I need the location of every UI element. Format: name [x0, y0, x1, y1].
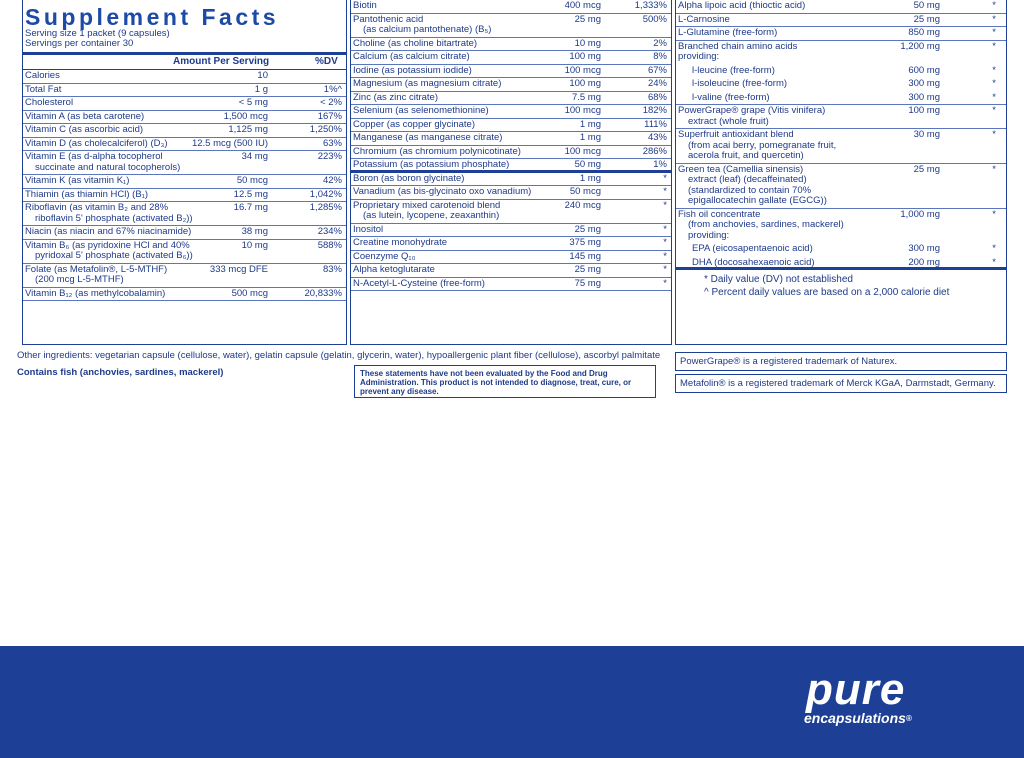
nutrient-row [676, 14, 1006, 28]
nutrient-dv: < 2% [320, 97, 342, 108]
nutrient-name-line: Calories [25, 70, 60, 81]
nutrient-name [25, 289, 165, 300]
nutrient-name-line: Vitamin K (as vitamin K₁) [25, 175, 130, 186]
nutrient-name [25, 112, 144, 123]
nutrient-dv: * [992, 78, 996, 89]
nutrient-name-line: Copper (as copper glycinate) [353, 118, 475, 130]
nutrient-name-line: L-Glutamine (free-form) [678, 27, 778, 38]
nutrient-name-line: Vitamin A (as beta carotene) [25, 110, 145, 122]
nutrient-name-line: extract (whole fruit) [688, 115, 769, 127]
nutrient-name [678, 165, 827, 207]
nutrient-row [23, 151, 346, 175]
nutrient-name-line: Inositol [353, 223, 384, 235]
nutrient-name-line: Alpha ketoglutarate [353, 264, 435, 275]
nutrient-amount: 50 mg [913, 0, 940, 11]
brand-logo: pure [806, 665, 906, 714]
facts-panel-2 [350, 0, 672, 345]
nutrient-row [351, 14, 671, 38]
nutrient-name [353, 120, 475, 131]
nutrient-amount: 25 mg [574, 223, 601, 235]
nutrient-name-line: (200 mcg L-5-MTHF) [35, 274, 124, 285]
nutrient-name [678, 15, 730, 26]
nutrient-amount: 10 [257, 70, 268, 81]
nutrient-dv: 83% [322, 263, 342, 275]
nutrient-dv: * [663, 186, 667, 197]
nutrient-name [353, 52, 470, 63]
nutrient-name-line: Vitamin B₁₂ (as methylcobalamin) [25, 287, 166, 299]
nutrient-amount: 1,200 mg [900, 40, 940, 52]
nutrient-name-line: Superfruit antioxidant blend [678, 129, 794, 140]
nutrient-amount: 200 mg [908, 256, 940, 268]
facts-panel-1 [22, 0, 347, 345]
nutrient-row [676, 257, 1006, 271]
nutrient-dv: 182% [642, 105, 667, 116]
nutrient-name [353, 252, 416, 263]
nutrient-name-line: Alpha lipoic acid (thioctic acid) [678, 0, 806, 11]
nutrient-amount: 850 mg [908, 27, 940, 38]
nutrient-name-line: N-Acetyl-L-Cysteine (free-form) [353, 277, 485, 289]
nutrient-name [25, 125, 143, 136]
nutrient-amount: 100 mcg [564, 64, 601, 76]
nutrient-row [676, 92, 1006, 106]
nutrient-dv: 1%^ [323, 83, 342, 95]
nutrient-row [351, 51, 671, 65]
nutrient-name-line: Selenium (as selenomethionine) [353, 105, 489, 116]
nutrient-name-line: l-isoleucine (free-form) [692, 78, 788, 89]
nutrient-amount: 7.5 mg [571, 91, 601, 103]
nutrient-dv: * [992, 129, 996, 140]
nutrient-amount: 100 mg [569, 51, 601, 62]
nutrient-name [353, 201, 500, 222]
nutrient-name-line: Creatine monohydrate [353, 237, 447, 248]
nutrient-dv: 286% [642, 145, 667, 157]
nutrient-name [25, 203, 193, 224]
nutrient-name [353, 66, 472, 77]
nutrient-dv: 1,285% [309, 202, 342, 213]
nutrient-amount: 30 mg [913, 129, 940, 140]
nutrient-name-line: Biotin [353, 0, 377, 11]
nutrient-row [23, 97, 346, 111]
nutrient-name-line: l-leucine (free-form) [692, 64, 775, 76]
nutrient-name-line: Niacin (as niacin and 67% niacinamide) [25, 226, 192, 237]
nutrient-amount: 1 g [254, 83, 268, 95]
nutrient-row [676, 129, 1006, 164]
nutrient-name-line: Vitamin E (as d-alpha tocopherol [25, 151, 163, 162]
nutrient-row [351, 105, 671, 119]
nutrient-name-line: acerola fruit, and quercetin) [688, 150, 804, 161]
nutrient-name [692, 258, 815, 269]
nutrient-amount: 50 mcg [236, 175, 268, 186]
nutrient-amount: 375 mg [569, 237, 601, 248]
nutrient-name [353, 79, 501, 90]
nutrient-name-line: Branched chain amino acids [678, 40, 798, 52]
nutrient-amount: 25 mg [913, 163, 940, 175]
serving-size: Serving size 1 packet (9 capsules) [25, 28, 170, 39]
nutrient-row [676, 209, 1006, 244]
nutrient-name-line: Coenzyme Q₁₀ [353, 250, 416, 262]
nutrient-amount: 10 mg [574, 37, 601, 49]
nutrient-dv: 111% [644, 118, 667, 130]
nutrient-row [351, 0, 671, 14]
nutrient-name [353, 225, 383, 236]
nutrient-row [351, 278, 671, 292]
nutrient-name [353, 174, 464, 185]
nutrient-amount: 300 mg [908, 91, 940, 103]
nutrient-row [351, 159, 671, 173]
nutrient-dv: 1,250% [309, 124, 342, 135]
nutrient-dv: 1% [653, 159, 667, 170]
nutrient-row [23, 288, 346, 302]
nutrient-amount: 1 mg [579, 132, 601, 143]
nutrient-dv: * [992, 208, 996, 220]
nutrient-amount: 1,125 mg [228, 124, 268, 135]
allergen-statement: Contains fish (anchovies, sardines, mackerel) [17, 367, 224, 378]
nutrient-dv: * [992, 40, 996, 52]
nutrient-amount: 50 mcg [569, 186, 601, 197]
nutrient-name [353, 15, 491, 36]
nutrient-name-line: L-Carnosine [678, 13, 730, 25]
nutrient-row [676, 105, 1006, 129]
footnote-dv: * Daily value (DV) not established [704, 274, 853, 285]
nutrient-row [23, 240, 346, 264]
nutrient-amount: 100 mcg [564, 145, 601, 157]
nutrient-row [351, 264, 671, 278]
nutrient-dv: 8% [653, 51, 667, 62]
nutrient-name [678, 210, 844, 242]
nutrient-name-line: Folate (as Metafolin®, L-5-MTHF) [25, 263, 168, 275]
nutrient-row [23, 70, 346, 84]
nutrient-dv: * [992, 64, 996, 76]
brand-tagline [804, 711, 912, 726]
nutrient-dv: * [992, 243, 996, 254]
nutrient-dv: 167% [317, 110, 342, 122]
nutrient-dv: * [663, 250, 667, 262]
nutrient-name-line: Vanadium (as bis-glycinato oxo vanadium) [353, 186, 532, 197]
nutrient-name [678, 130, 836, 162]
nutrient-dv: * [992, 256, 996, 268]
nutrient-dv: 223% [317, 151, 342, 162]
nutrient-row [23, 189, 346, 203]
nutrient-name-line: Green tea (Camellia sinensis) [678, 163, 804, 175]
nutrient-row [351, 146, 671, 160]
nutrient-name-line: providing: [688, 229, 730, 241]
nutrient-name-line: (from acai berry, pomegranate fruit, [688, 139, 837, 151]
nutrient-list-1 [23, 70, 346, 301]
nutrient-dv: 2% [653, 37, 667, 49]
nutrient-row [676, 164, 1006, 209]
nutrient-name-line: Fish oil concentrate [678, 208, 761, 220]
nutrient-name [353, 265, 435, 276]
nutrient-dv: 24% [647, 78, 667, 89]
nutrient-row [23, 202, 346, 226]
nutrient-name-line: Chromium (as chromium polynicotinate) [353, 145, 521, 157]
nutrient-amount: 34 mg [241, 151, 268, 162]
nutrient-name-line: Calcium (as calcium citrate) [353, 51, 470, 62]
nutrient-row [23, 84, 346, 98]
nutrient-name [25, 152, 180, 173]
nutrient-dv: * [663, 277, 667, 289]
servings-per-container: Servings per container 30 [25, 38, 134, 49]
panel-title: Supplement Facts [25, 4, 280, 30]
nutrient-dv: * [663, 172, 667, 184]
nutrient-amount: 100 mg [908, 105, 940, 116]
nutrient-name-line: Thiamin (as thiamin HCl) (B₁) [25, 188, 149, 200]
nutrient-row [351, 173, 671, 187]
nutrient-row [351, 78, 671, 92]
nutrient-name [353, 238, 447, 249]
nutrient-name [678, 106, 825, 127]
nutrient-name-line: l-valine (free-form) [692, 91, 770, 103]
nutrient-amount: 25 mg [574, 13, 601, 25]
nutrient-row [351, 224, 671, 238]
nutrient-name [692, 244, 813, 255]
nutrient-name [353, 147, 521, 158]
nutrient-name-line: (from anchovies, sardines, mackerel) [688, 219, 844, 230]
nutrient-row [351, 237, 671, 251]
footnotes [676, 270, 1006, 299]
nutrient-row [351, 186, 671, 200]
nutrient-name-line: (as calcium pantothenate) (B₅) [363, 24, 492, 35]
other-ingredients: Other ingredients: vegetarian capsule (cellulose, water), gelatin capsule (gelatin, glycerin, water), hypoallergenic plant fiber (cellulose), ascorbyl palmitate [17, 350, 661, 361]
nutrient-amount: 100 mcg [564, 105, 601, 116]
nutrient-name-line: Zinc (as zinc citrate) [353, 91, 438, 103]
nutrient-name-line: (as lutein, lycopene, zeaxanthin) [363, 210, 500, 221]
nutrient-amount: 1,500 mcg [223, 110, 268, 122]
nutrient-row [676, 243, 1006, 257]
nutrient-name [353, 39, 477, 50]
nutrient-amount: 300 mg [908, 243, 940, 254]
nutrient-row [23, 124, 346, 138]
nutrient-amount: 333 mcg DFE [209, 263, 268, 275]
nutrient-name [678, 1, 805, 12]
nutrient-amount: 25 mg [913, 13, 940, 25]
nutrient-name-line: Proprietary mixed carotenoid blend [353, 199, 501, 211]
nutrient-amount: 100 mg [569, 78, 601, 89]
nutrient-name [25, 265, 167, 286]
nutrient-amount: < 5 mg [238, 97, 268, 108]
nutrient-name [692, 66, 775, 77]
nutrient-name [25, 71, 60, 82]
nutrient-name [353, 106, 489, 117]
nutrient-name [353, 93, 438, 104]
nutrient-name-line: pyridoxal 5' phosphate (activated B₆)) [35, 250, 193, 261]
nutrient-amount: 240 mcg [564, 199, 601, 211]
amount-header: Amount Per Serving [173, 56, 270, 67]
nutrient-amount: 12.5 mg [233, 188, 268, 200]
nutrient-row [676, 78, 1006, 92]
nutrient-name-line: Vitamin D (as cholecalciferol) (D₃) [25, 137, 168, 149]
nutrient-dv: 588% [317, 239, 342, 251]
nutrient-name-line: succinate and natural tocopherols) [35, 161, 181, 173]
nutrient-amount: 145 mg [569, 250, 601, 262]
nutrient-dv: * [992, 0, 996, 11]
nutrient-name [678, 28, 777, 39]
fda-disclaimer: These statements have not been evaluated by the Food and Drug Administration. This product is not intended to diagnose, treat, cure, or prevent any disease. [354, 365, 656, 398]
nutrient-dv: * [992, 91, 996, 103]
nutrient-row [351, 92, 671, 106]
nutrient-amount: 300 mg [908, 78, 940, 89]
nutrient-dv: * [663, 223, 667, 235]
nutrient-dv: * [663, 199, 667, 211]
column-header [23, 52, 346, 70]
nutrient-name [692, 79, 787, 90]
nutrient-amount: 500 mcg [231, 287, 268, 299]
nutrient-name [353, 279, 485, 290]
nutrient-dv: 234% [317, 226, 342, 237]
nutrient-name-line: Magnesium (as magnesium citrate) [353, 78, 502, 89]
nutrient-dv: 20,833% [304, 287, 342, 299]
facts-panel-3 [675, 0, 1007, 345]
nutrient-dv: 500% [642, 13, 667, 25]
nutrient-name [25, 176, 129, 187]
nutrient-row [23, 138, 346, 152]
nutrient-name-line: Boron (as boron glycinate) [353, 172, 465, 184]
nutrient-name-line: Riboflavin (as vitamin B₂ and 28% [25, 202, 169, 213]
nutrient-amount: 75 mg [574, 277, 601, 289]
nutrient-name-line: Vitamin B₆ (as pyridoxine HCl and 40% [25, 239, 190, 251]
nutrient-dv: * [663, 264, 667, 275]
nutrient-dv: 1,042% [309, 188, 342, 200]
nutrient-amount: 600 mg [908, 64, 940, 76]
nutrient-dv: 42% [322, 175, 342, 186]
nutrient-name-line: Total Fat [25, 83, 62, 95]
nutrient-dv: * [663, 237, 667, 248]
nutrient-row [351, 65, 671, 79]
nutrient-list-3 [676, 0, 1006, 270]
nutrient-row [351, 251, 671, 265]
nutrient-amount: 38 mg [241, 226, 268, 237]
dv-header: %DV [315, 56, 338, 67]
nutrient-name [353, 160, 509, 171]
nutrient-dv: * [992, 105, 996, 116]
nutrient-dv: 68% [647, 91, 667, 103]
nutrient-name-line: Cholesterol [25, 97, 74, 108]
nutrient-amount: 50 mg [574, 159, 601, 170]
nutrient-row [676, 41, 1006, 65]
nutrient-row [23, 264, 346, 288]
nutrient-name [678, 42, 797, 63]
nutrient-name [692, 93, 770, 104]
nutrient-name-line: Choline (as choline bitartrate) [353, 37, 478, 49]
nutrient-row [23, 111, 346, 125]
registered-mark: ® [905, 714, 912, 723]
nutrient-name [353, 1, 377, 12]
nutrient-amount: 16.7 mg [233, 202, 268, 213]
nutrient-name-line: PowerGrape® grape (Vitis vinifera) [678, 105, 826, 116]
nutrient-name-line: (standardized to contain 70% [688, 184, 812, 196]
nutrient-row [351, 132, 671, 146]
nutrient-amount: 10 mg [241, 239, 268, 251]
nutrient-row [676, 0, 1006, 14]
nutrient-name [25, 241, 193, 262]
footnote-calorie: ^ Percent daily values are based on a 2,000 calorie diet [704, 287, 950, 298]
nutrient-amount: 1,000 mg [900, 208, 940, 220]
nutrient-name [353, 133, 502, 144]
trademark-powergrape: PowerGrape® is a registered trademark of Naturex. [675, 352, 1007, 371]
nutrient-name-line: providing: [678, 51, 720, 62]
nutrient-name [25, 85, 61, 96]
nutrient-dv: 63% [322, 137, 342, 149]
trademark-metafolin: Metafolin® is a registered trademark of Merck KGaA, Darmstadt, Germany. [675, 374, 1007, 393]
nutrient-dv: 43% [647, 132, 667, 143]
nutrient-name-line: riboflavin 5' phosphate (activated B₂)) [35, 212, 193, 224]
nutrient-amount: 400 mcg [564, 0, 601, 11]
nutrient-name-line: Potassium (as potassium phosphate) [353, 159, 510, 170]
nutrient-name-line: DHA (docosahexaenoic acid) [692, 256, 815, 268]
nutrient-amount: 12.5 mcg (500 IU) [191, 137, 268, 149]
nutrient-name-line: epigallocatechin gallate (EGCG)) [688, 195, 827, 206]
nutrient-row [23, 226, 346, 240]
nutrient-row [351, 200, 671, 224]
nutrient-amount: 1 mg [579, 118, 601, 130]
nutrient-name-line: Pantothenic acid [353, 13, 424, 25]
nutrient-name [25, 190, 148, 201]
nutrient-amount: 25 mg [574, 264, 601, 275]
nutrient-row [23, 175, 346, 189]
brand-tagline-text: encapsulations [804, 710, 906, 726]
nutrient-name-line: EPA (eicosapentaenoic acid) [692, 243, 813, 254]
nutrient-row [351, 119, 671, 133]
nutrient-name [25, 227, 191, 238]
nutrient-dv: * [992, 163, 996, 175]
nutrient-row [351, 38, 671, 52]
nutrient-amount: 1 mg [579, 172, 601, 184]
nutrient-name-line: extract (leaf) (decaffeinated) [688, 174, 807, 185]
nutrient-name [25, 139, 168, 150]
nutrient-row [676, 27, 1006, 41]
nutrient-dv: * [992, 27, 996, 38]
nutrient-name [353, 187, 531, 198]
nutrient-name [25, 98, 73, 109]
nutrient-dv: 67% [647, 64, 667, 76]
nutrient-name-line: Iodine (as potassium iodide) [353, 64, 472, 76]
nutrient-list-2 [351, 0, 671, 291]
nutrient-name-line: Vitamin C (as ascorbic acid) [25, 124, 144, 135]
nutrient-dv: * [992, 13, 996, 25]
nutrient-dv: 1,333% [634, 0, 667, 11]
nutrient-name-line: Manganese (as manganese citrate) [353, 132, 503, 143]
nutrient-row [676, 65, 1006, 79]
